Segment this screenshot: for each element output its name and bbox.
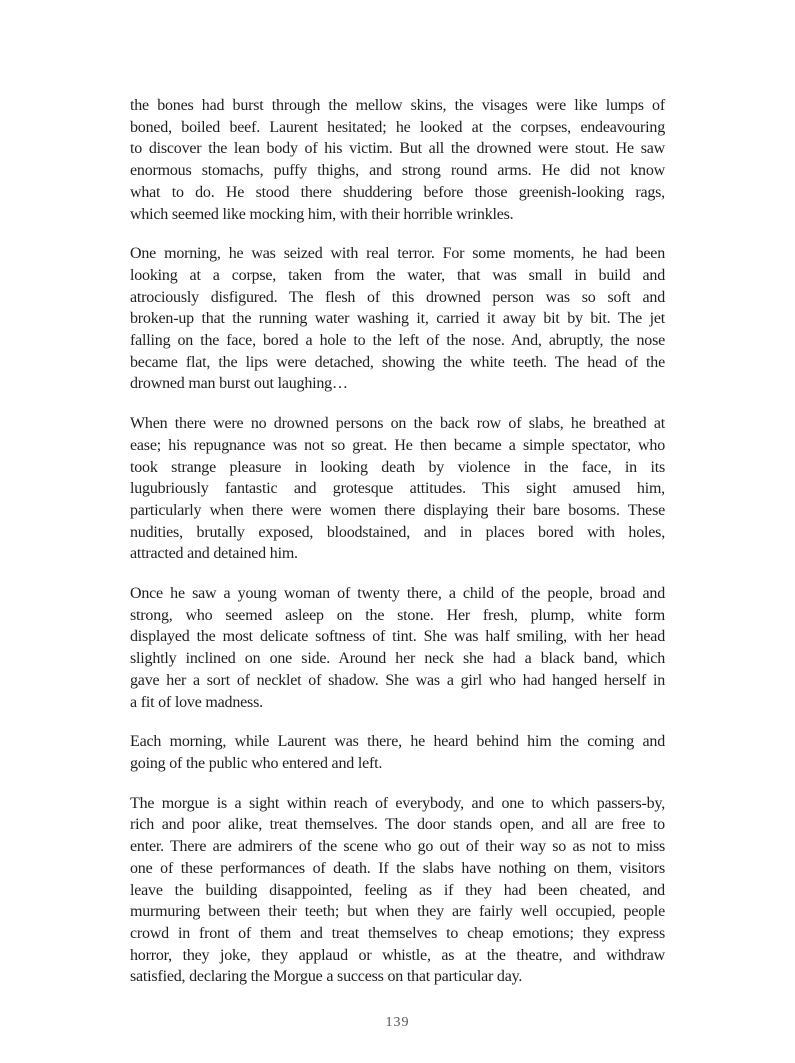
text-line: displayed the most delicate softness of tint. She was half smiling, with her head xyxy=(130,628,665,646)
text-line: attracted and detained him. xyxy=(130,545,298,563)
text-line: When there were no drowned persons on the back row of slabs, he breathed at xyxy=(130,415,665,433)
text-line: murmuring between their teeth; but when they are fairly well occupied, people xyxy=(130,903,665,921)
text-line: leave the building disappointed, feeling as if they had been cheated, and xyxy=(130,881,665,899)
text-line: enter. There are admirers of the scene who go out of their way so as not to miss xyxy=(130,838,665,856)
paragraph xyxy=(130,413,665,565)
text-line: gave her a sort of necklet of shadow. She was a girl who had hanged herself in xyxy=(130,671,665,689)
text-line: One morning, he was seized with real terror. For some moments, he had been xyxy=(130,245,665,263)
text-line: nudities, brutally exposed, bloodstained, and in places bored with holes, xyxy=(130,523,665,541)
text-line: Each morning, while Laurent was there, he heard behind him the coming and xyxy=(130,733,665,751)
paragraph xyxy=(130,95,665,225)
text-line: lugubriously fantastic and grotesque attitudes. This sight amused him, xyxy=(130,480,665,498)
text-line: strong, who seemed asleep on the stone. Her fresh, plump, white form xyxy=(130,606,665,624)
text-column xyxy=(130,95,665,1006)
text-line: slightly inclined on one side. Around her neck she had a black band, which xyxy=(130,650,665,668)
text-line: enormous stomachs, puffy thighs, and strong round arms. He did not know xyxy=(130,162,665,180)
text-line: took strange pleasure in looking death by violence in the face, in its xyxy=(130,458,665,476)
text-line: broken-up that the running water washing it, carried it away bit by bit. The jet xyxy=(130,310,665,328)
text-line: which seemed like mocking him, with their horrible wrinkles. xyxy=(130,205,514,223)
paragraph xyxy=(130,793,665,988)
text-line: The morgue is a sight within reach of everybody, and one to which passers-by, xyxy=(130,794,665,812)
text-line: crowd in front of them and treat themselves to cheap emotions; they express xyxy=(130,924,665,942)
text-line: falling on the face, bored a hole to the left of the nose. And, abruptly, the nose xyxy=(130,332,665,350)
paragraph xyxy=(130,583,665,713)
text-line: looking at a corpse, taken from the water, that was small in build and xyxy=(130,266,665,284)
text-line: rich and poor alike, treat themselves. The door stands open, and all are free to xyxy=(130,816,665,834)
text-line: the bones had burst through the mellow skins, the visages were like lumps of xyxy=(130,97,665,114)
text-line: particularly when there were women there displaying their bare bosoms. These xyxy=(130,501,665,519)
paragraph xyxy=(130,243,665,395)
paragraph xyxy=(130,731,665,774)
text-line: boned, boiled beef. Laurent hesitated; he looked at the corpses, endeavouring xyxy=(130,118,665,136)
text-line: one of these performances of death. If the slabs have nothing on them, visitors xyxy=(130,859,665,877)
page-footer xyxy=(130,1013,665,1031)
text-line: to discover the lean body of his victim. But all the drowned were stout. He saw xyxy=(130,140,665,158)
text-line: going of the public who entered and left. xyxy=(130,754,383,772)
text-line: became flat, the lips were detached, showing the white teeth. The head of the xyxy=(130,353,665,371)
text-line: drowned man burst out laughing… xyxy=(130,375,348,393)
text-line: horror, they joke, they applaud or whistle, as at the theatre, and withdraw xyxy=(130,946,665,964)
text-line: what to do. He stood there shuddering before those greenish-looking rags, xyxy=(130,183,665,201)
text-line: Once he saw a young woman of twenty there, a child of the people, broad and xyxy=(130,585,665,603)
page-number: 139 xyxy=(385,1015,410,1030)
text-line: satisfied, declaring the Morgue a success on that particular day. xyxy=(130,968,523,986)
text-line: ease; his repugnance was not so great. He then became a simple spectator, who xyxy=(130,436,665,454)
text-line: atrociously disfigured. The flesh of this drowned person was so soft and xyxy=(130,288,665,306)
text-line: a fit of love madness. xyxy=(130,693,263,711)
